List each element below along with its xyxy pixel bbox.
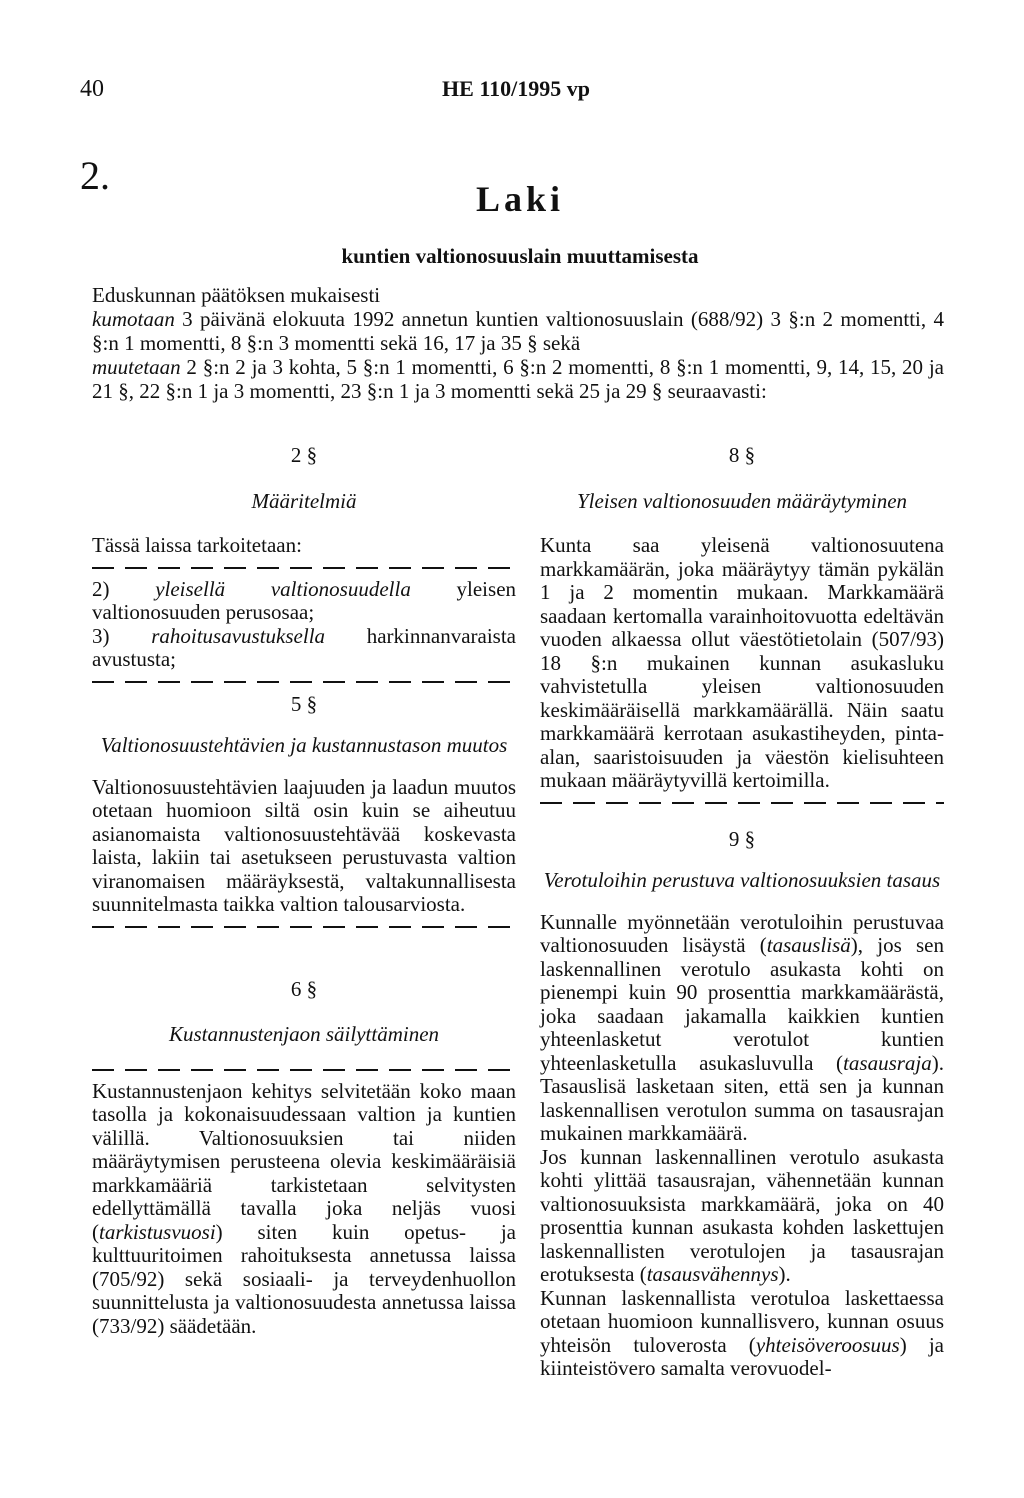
preamble	[92, 283, 944, 403]
repeal-keyword: kumotaan	[92, 307, 175, 331]
right-column	[540, 440, 944, 1381]
section-2-item-3: 3) rahoitusavustuksella harkinnanvaraista avustusta;	[92, 623, 516, 671]
repeal-text: 3 päivänä elokuuta 1992 annetun kuntien valtionosuuslain (688/92) 3 §:n 2 momentti, 4 §:n 1 momentti, 8 §:n 3 momentti sekä 16, 17 ja 35 § sekä	[92, 307, 944, 355]
section-9-paragraph-2: Jos kunnan laskennallinen verotulo asukasta kohti ylittää tasausrajan, vähennetään kunnan valtionosuuksista markkamäärä, joka on 40 prosenttia kunnan asukasta kohden laskettujen laskennallisten verotulojen ja tasausrajan erotuksesta (tasausvähennys).	[540, 1144, 944, 1286]
section-6-number: 6 §	[290, 976, 318, 1001]
section-5-title: Valtionosuustehtävien ja kustannustason muutos	[100, 733, 508, 757]
section-5-number: 5 §	[290, 691, 318, 716]
section-9-paragraph-1: Kunnalle myönnetään verotuloihin perustuvaa valtionosuuden lisäystä (tasauslisä), jos sen laskennallinen verotulo asukasta kohti on pienempi kuin 90 prosenttia markkamäärästä, joka saadaan jakamalla kaikkien kuntien yhteenlasketut verotulot kuntien yhteenlasketulla asukasluvulla (tasausraja). Tasauslisä lasketaan siten, että sen ja kunnan laskennallisen verotulon summa on tasausrajan mukainen markkamäärä.	[540, 909, 944, 1145]
document-id: HE 110/1995 vp	[442, 76, 590, 101]
omission-rule	[92, 567, 516, 569]
section-9-title: Verotuloihin perustuva valtionosuuksien tasaus	[543, 868, 941, 892]
amend-text: 2 §:n 2 ja 3 kohta, 5 §:n 1 momentti, 6 §:n 2 momentti, 8 §:n 1 momentti, 9, 14, 15, 20 ja 21 §, 22 §:n 1 ja 3 momentti, 23 §:n 1 ja 3 momentti sekä 25 ja 29 § seuraavasti:	[92, 355, 944, 403]
section-6-title: Kustannustenjaon säilyttäminen	[168, 1022, 440, 1046]
omission-rule	[92, 1069, 516, 1071]
law-subtitle: kuntien valtionosuuslain muuttamisesta	[341, 244, 699, 268]
omission-rule	[92, 681, 516, 683]
section-9-number: 9 §	[728, 826, 756, 851]
section-8-text: Kunta saa yleisenä valtionosuutena markkamäärän, joka määräytyy tämän pykälän 1 ja 2 momentin mukaan. Markkamäärä saadaan kertomalla varainhoitovuotta edeltävän vuoden alkaessa ollut väestötietolain (507/93) 18 §:n mukainen kunnan asukasluku vahvistetulla yleisen valtionosuuden keskimääräisellä markkamäärällä. Näin saatu markkamäärä kerrotaan asukastiheyden, pinta-alan, saaristoisuuden ja väestön kielisuhteen mukaan määräytyvillä kertoimilla.	[540, 533, 944, 792]
law-title: Laki	[475, 179, 565, 219]
left-column	[92, 440, 516, 1338]
omission-rule	[92, 926, 516, 928]
section-8-title: Yleisen valtionosuuden määräytyminen	[576, 488, 908, 513]
preamble-amend	[92, 355, 944, 403]
section-2-number: 2 §	[290, 443, 318, 467]
section-2-intro: Tässä laissa tarkoitetaan:	[92, 533, 302, 557]
amend-keyword: muutetaan	[92, 355, 181, 379]
section-9-paragraph-3: Kunnan laskennallista verotuloa laskettaessa otetaan huomioon kunnallisvero, kunnan osuus yhteisön tuloverosta (yhteisöveroosuus) ja kiinteistövero samalta verovuodel-	[540, 1285, 945, 1380]
law-number: 2.	[80, 153, 110, 198]
page-number: 40	[80, 76, 104, 102]
section-2-item-2: 2) yleisellä valtionosuudella yleisen valtionosuuden perusosaa;	[92, 576, 517, 624]
section-5-text: Valtionosuustehtävien laajuuden ja laadun muutos otetaan huomioon siltä osin kuin se aiheutuu asianomaista valtionosuustehtävää koskevasta laista, lakiin tai asetukseen perustuvasta valtion viranomaisen määräyksestä, valtakunnallisesta suunnitelmasta taikka valtion talousarviosta.	[92, 774, 516, 916]
omission-rule	[540, 802, 944, 804]
section-6-text: Kustannustenjaon kehitys selvitetään koko maan tasolla ja kokonaisuudessaan valtion ja kuntien välillä. Valtionosuuksien tai niiden määräytymisen perusteena olevia keskimääräisiä markkamääriä tarkistetaan selvitysten edellyttämällä tavalla joka neljäs vuosi (tarkistusvuosi) siten kuin opetus- ja kulttuuritoimen rahoituksesta annetussa laissa (705/92) sekä sosiaali- ja terveydenhuollon suunnittelusta ja valtionosuudesta annetussa laissa (733/92) säädetään.	[92, 1078, 516, 1338]
section-2-title: Määritelmiä	[251, 488, 357, 513]
preamble-repeal	[92, 307, 944, 355]
section-8-number: 8 §	[728, 443, 756, 467]
preamble-intro: Eduskunnan päätöksen mukaisesti	[92, 283, 381, 307]
